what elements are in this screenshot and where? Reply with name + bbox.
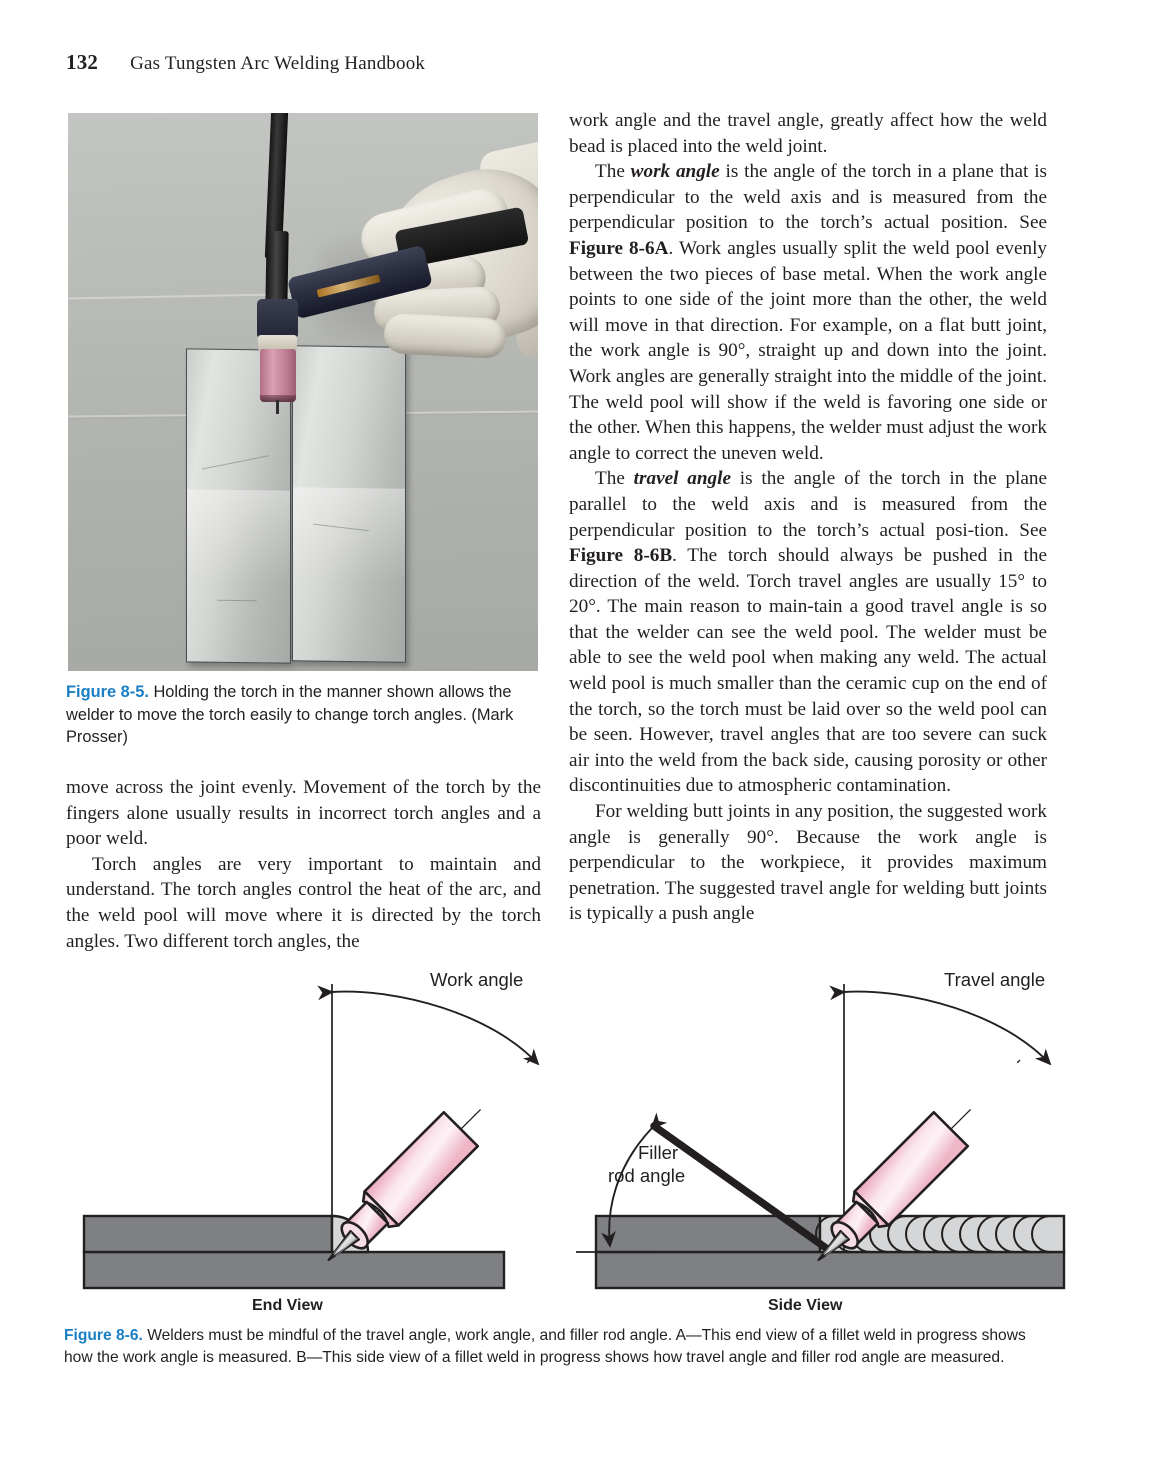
right-text-column: [569, 108, 1047, 927]
torch-head: [257, 299, 298, 339]
figure-8-6-diagram: [60, 952, 1100, 1312]
figure-8-5-label: Figure 8-5.: [66, 683, 149, 701]
figure-8-5-caption: [66, 681, 544, 749]
glove-finger: [383, 313, 507, 359]
paragraph-text: The: [595, 161, 631, 183]
work-angle-annotation: Work angle: [430, 969, 524, 990]
torch-body: [265, 231, 288, 309]
running-head: [66, 50, 425, 75]
torch-brand-mark: [317, 274, 381, 297]
plate-sheen: [187, 490, 290, 585]
filler-rod-angle-annotation-line1: Filler: [638, 1142, 679, 1163]
cross-reference-figure-8-6b: Figure 8-6B: [569, 545, 673, 567]
paragraph-text: is the angle of the torch in the plane parallel to the weld axis and is measured from the perpendicular position to the torch’s actual posi-tion. See: [569, 468, 1047, 541]
travel-angle-annotation: Travel angle: [944, 969, 1046, 990]
left-text-column: [66, 775, 541, 954]
photo-canvas: [68, 113, 538, 671]
paragraph-work-angle: [569, 159, 1047, 466]
page-number: 132: [66, 50, 99, 74]
steel-plate-right: [292, 345, 406, 663]
end-view-label: End View: [252, 1297, 323, 1314]
figure-8-6-caption-text: Welders must be mindful of the travel angle, work angle, and filler rod angle. A—This end view of a fillet weld in progress shows how the work angle is measured. B—This side view of a fillet weld in progress shows how travel angle and filler rod angle are measured.: [64, 1327, 1026, 1366]
plate-sheen: [293, 488, 405, 584]
paragraph: For welding butt joints in any position, the suggested work angle is generally 90°. Because the work angle is perpendicular to the workpiece, it provides maximum penetration. The suggested travel angle for welding butt joints is typically a push angle: [569, 801, 1047, 925]
figure-8-6-caption: [64, 1325, 1052, 1368]
paragraph-text: The: [595, 468, 634, 490]
ceramic-cup: [260, 349, 296, 402]
paragraph-text: . Work angles usually split the weld pool evenly between the two pieces of base metal. When the work angle points to one side of the joint more than the other, the weld will move in that direction. For example, on a flat butt joint, the work angle is 90°, straight up and down into the joint. Work angles are generally straight into the middle of the joint. The weld pool will show if the weld is favoring one side or the other. When this happens, the welder must adjust the work angle to correct the uneven weld.: [569, 237, 1048, 464]
paragraph: work angle and the travel angle, greatly affect how the weld bead is placed into the weld joint.: [569, 110, 1047, 157]
paragraph-text: . The torch should always be pushed in the direction of the weld. Torch travel angles are usually 15° to 20°. The main reason to main-tain a good travel angle is so that the welder can see the weld pool. The welder must be able to see the weld pool when making any weld. The actual weld pool is much smaller than the ceramic cup on the end of the torch, so the torch must be laid over so the weld pool can be seen. However, travel angles that are too severe can suck air into the weld from the back side, causing porosity or other discontinuities due to atmospheric contamination.: [569, 545, 1047, 797]
filler-rod-angle-annotation-line2: rod angle: [608, 1165, 686, 1186]
figure-8-5-photo: [68, 113, 538, 671]
term-travel-angle: travel angle: [633, 468, 731, 490]
paragraph-travel-angle: [569, 466, 1047, 799]
plate-scratch: [217, 600, 257, 601]
side-view-label: Side View: [768, 1297, 843, 1314]
figure-8-6-label: Figure 8-6.: [64, 1327, 143, 1344]
plate-scratch: [202, 455, 269, 469]
tungsten-electrode: [276, 400, 279, 414]
paragraph: Torch angles are very important to maintain and understand. The torch angles control the heat of the arc, and the weld pool will move where it is directed by the torch angles. Two different torch angles, the: [66, 853, 541, 952]
cross-reference-figure-8-6a: Figure 8-6A: [569, 237, 669, 259]
paragraph: move across the joint evenly. Movement of the torch by the fingers alone usually results in incorrect torch angles and a poor weld.: [66, 777, 541, 850]
book-title: Gas Tungsten Arc Welding Handbook: [130, 53, 426, 74]
paragraph-text: is the angle of the torch in a plane that is perpendicular to the weld axis and is measured from the perpendicular position to the torch’s actual position. See: [569, 161, 1047, 234]
figure-8-5-caption-text: Holding the torch in the manner shown allows the welder to move the torch easily to change torch angles. (Mark Prosser): [66, 683, 514, 746]
term-work-angle: work angle: [630, 161, 720, 183]
